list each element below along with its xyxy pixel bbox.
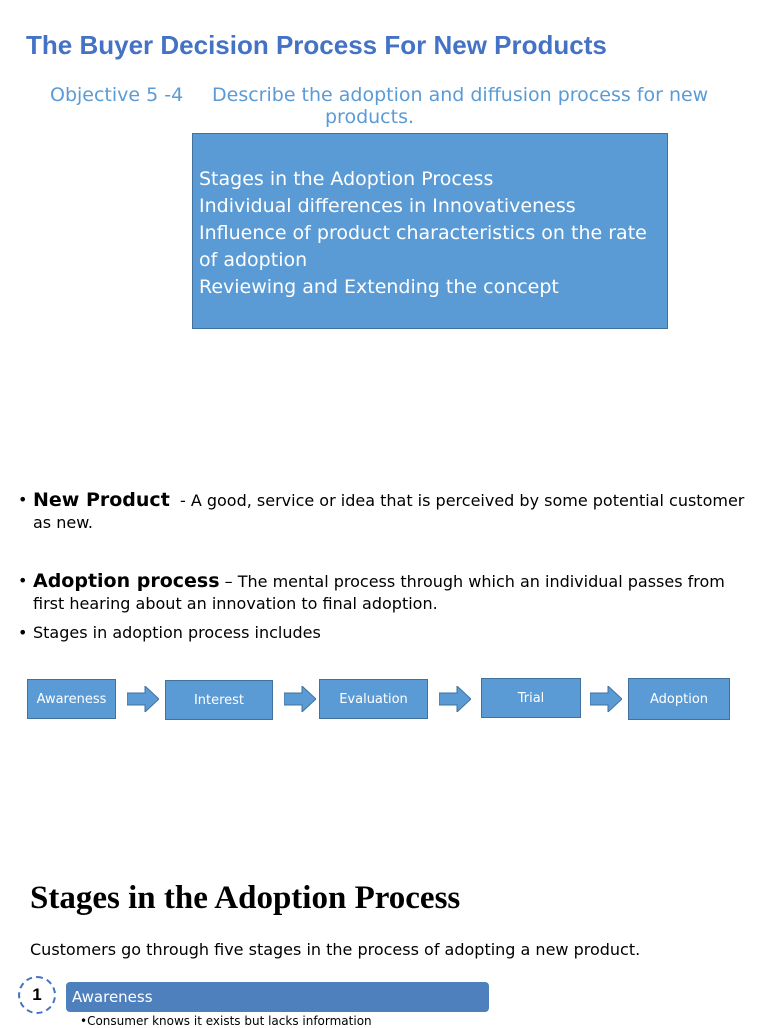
definition-text: The mental process through which an individual passes from first hearing about an innovation to final adoption. — [33, 572, 725, 613]
bullet-icon: • — [18, 490, 28, 509]
page-title: The Buyer Decision Process For New Products — [26, 30, 607, 60]
topic-item: Influence of product characteristics on the rate of adoption — [199, 222, 647, 271]
flow-stage-trial: Trial — [481, 678, 581, 718]
topic-item: Individual differences in Innovativeness — [199, 195, 576, 217]
flow-stage-awareness: Awareness — [27, 679, 116, 719]
definition-term: New Product — [33, 489, 170, 511]
flow-stage-evaluation: Evaluation — [319, 679, 428, 719]
bullet-icon: • — [18, 623, 28, 642]
definition-adoption-process — [18, 570, 748, 615]
flow-stage-interest: Interest — [165, 680, 273, 720]
objective-text-line2: products. — [325, 106, 415, 128]
arrow-right-icon — [127, 686, 159, 712]
definition-separator: – — [219, 572, 238, 591]
definition-separator: - — [169, 491, 191, 510]
topic-item: Reviewing and Extending the concept — [199, 276, 559, 298]
objective-text-line1: Describe the adoption and diffusion process for new — [212, 84, 709, 106]
topics-box — [192, 133, 668, 329]
step-note: •Consumer knows it exists but lacks information — [80, 1014, 372, 1028]
stages-intro — [18, 622, 748, 644]
objective — [50, 84, 710, 128]
definition-text: A good, service or idea that is perceived by some potential customer as new. — [33, 491, 745, 532]
bullet-icon: • — [18, 571, 28, 590]
arrow-right-icon — [439, 686, 471, 712]
topic-item: Stages in the Adoption Process — [199, 168, 494, 190]
stages-intro-text: Stages in adoption process includes — [33, 623, 321, 642]
definition-term: Adoption process — [33, 570, 220, 592]
section-intro: Customers go through five stages in the process of adopting a new product. — [30, 940, 641, 959]
step-awareness-bar: Awareness — [66, 982, 489, 1012]
step-number-badge: 1 — [18, 976, 56, 1014]
objective-label: Objective 5 -4 — [50, 84, 184, 106]
arrow-right-icon — [590, 686, 622, 712]
definition-new-product — [18, 489, 748, 534]
flow-stage-adoption: Adoption — [628, 678, 730, 720]
arrow-right-icon — [284, 686, 316, 712]
section-title: Stages in the Adoption Process — [30, 880, 461, 916]
